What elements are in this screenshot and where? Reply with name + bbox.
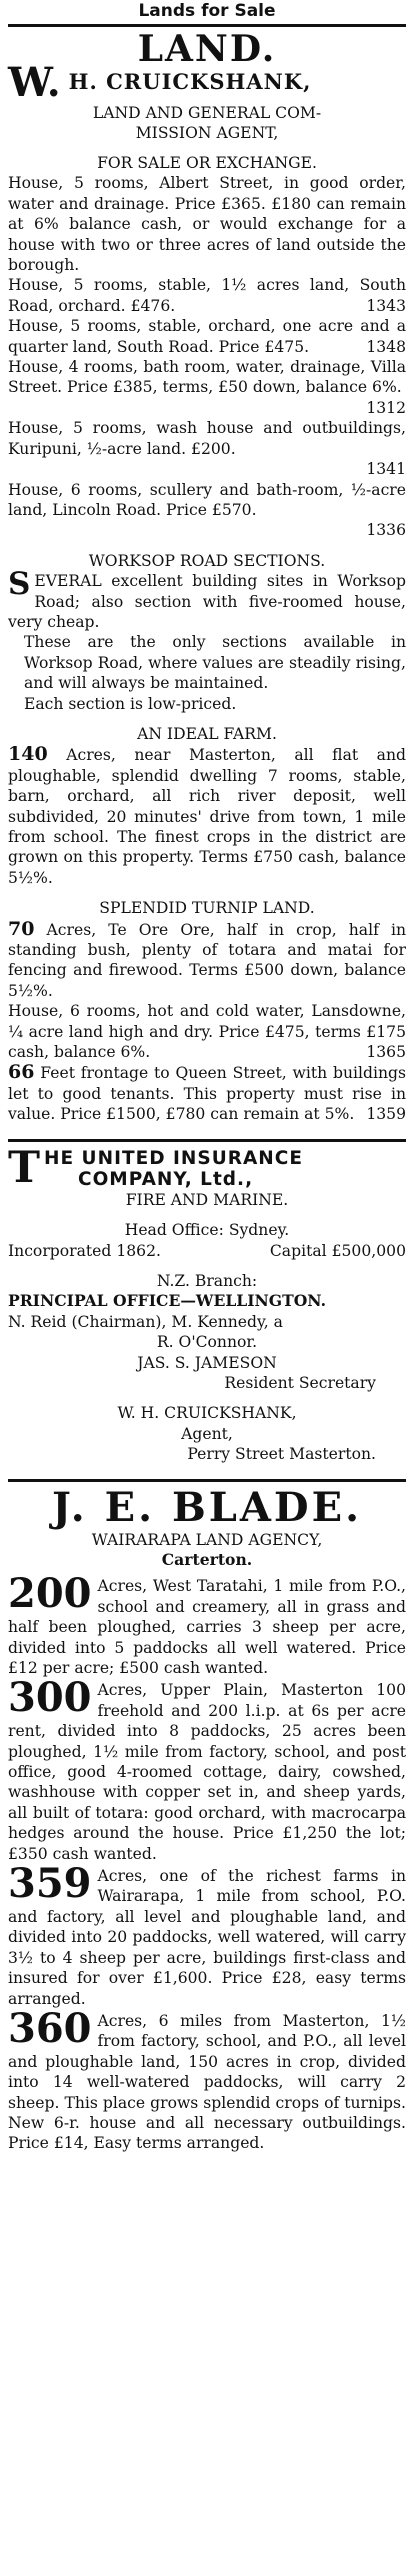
listing-ref: 1343 [366, 296, 406, 315]
turnip-listing [8, 919, 406, 1002]
listing [8, 418, 406, 479]
agent-title: Agent, [181, 1424, 233, 1443]
agency-location: Carterton. [161, 1549, 253, 1569]
blade-ad [0, 1483, 414, 2154]
listing [8, 357, 406, 417]
listing-ref: 1336 [366, 521, 406, 540]
queen-ref: 1359 [366, 1105, 406, 1124]
lansdowne-text: House, 6 rooms, hot and cold water, Lansdowne, ¼ acre land high and dry. Price £475, terms £175 cash, balance 6%. [8, 1002, 406, 1062]
acreage-listing [8, 1576, 406, 1678]
farm-listing [8, 744, 406, 888]
title-line-1: HE UNITED INSURANCE [44, 1147, 303, 1169]
listing-text: House, 5 rooms, stable, orchard, one acre and a quarter land, South Road. Price £475. [8, 317, 406, 356]
queen-feet: 66 [8, 1061, 35, 1084]
acreage-text: Acres, 6 miles from Masterton, 1½ from factory, school, and P.O., all level and ploughable land, 150 acres in crop, divided into 14 well-watered paddocks, will carry 2 sheep. This place grows splendid crops of turnips. New 6-r. house and all necessary outbuildings. Price £14, Easy terms arranged. [8, 2011, 406, 2153]
farm-acres: 140 [8, 743, 48, 766]
head-office: Head Office: Sydney. [124, 1221, 290, 1240]
acreage-number: 200 [8, 1576, 92, 1618]
agent-subtitle-1: LAND AND GENERAL COM- [92, 104, 322, 122]
farm-text: Acres, near Masterton, all flat and ploughable, splendid dwelling 7 rooms, stable, barn, orchard, all rich river deposit, well subdivided, 20 minutes' drive from town, 1 mile from school. The finest crops in the district are grown on this property. Terms £750 cash, balance 5½%. [8, 746, 406, 887]
blade-title: J. E. BLADE. [51, 1483, 363, 1531]
section-heading: Lands for Sale [138, 1, 276, 21]
queen-text: Feet frontage to Queen Street, with buildings let to good tenants. This property must rise in value. Price £1500, £780 can remain at 5%. [8, 1064, 406, 1124]
listing-ref: 1341 [366, 460, 406, 479]
listing [8, 480, 406, 541]
acreage-listing [8, 1680, 406, 1864]
acreage-listing [8, 1866, 406, 2009]
cruickshank-ad [0, 28, 414, 1125]
listing [8, 316, 406, 357]
acreage-text: Acres, one of the richest farms in Wairarapa, 1 mile from school, P.O. and factory, all level and ploughable land, and divided into 20 paddocks, well watered, will carry 3½ to 4 sheep per acre, buildings first-class and insured for over £1,600. Price £28, easy terms arranged. [8, 1867, 406, 2008]
listing-text: House, 4 rooms, bath room, water, drainage, Villa Street. Price £385, terms, £50 down, balance 6%. [8, 358, 406, 397]
divider [8, 1139, 406, 1142]
acreage-number: 360 [8, 2010, 92, 2052]
acreage-number: 300 [8, 1680, 92, 1722]
secretary-name: JAS. S. JAMESON [137, 1353, 277, 1372]
directors-1: N. Reid (Chairman), M. Kennedy, a [8, 1312, 283, 1331]
drop-cap: S [8, 571, 31, 603]
title-line-2: COMPANY, Ltd., [78, 1168, 254, 1190]
listing-text: House, 6 rooms, scullery and bath-room, ½-acre land, Lincoln Road. Price £570. [8, 480, 406, 519]
turnip-text: Acres, Te Ore Ore, half in crop, half in standing bush, plenty of totara and matai for fencing and firewood. Terms £500 down, balance 5½%. [8, 920, 406, 1000]
acreage-text: Acres, Upper Plain, Masterton 100 freehold and 200 l.i.p. at 6s per acre rent, divided into 8 paddocks, 25 acres been ploughed, 1½ mile from factory, school, and post office, good 4-roomed cottage, dairy, cowshed, washhouse with copper set in, and sheep yards, all built of totara: good orchard, with macrocarpa hedges around the house. Price £1,250 the lot; £350 cash wanted. [8, 1681, 406, 1863]
capital: Capital £500,000 [269, 1241, 406, 1260]
listing [8, 275, 406, 316]
worksop-heading: WORKSOP ROAD SECTIONS. [88, 551, 326, 570]
acreage-text: Acres, West Taratahi, 1 mile from P.O., school and creamery, all in grass and half been ploughed, carries 3 sheep per acre, divided into 5 paddocks all well watered. Price £12 per acre; £500 cash wanted. [8, 1577, 406, 1677]
ad-title: LAND. [137, 28, 277, 70]
acreage-listing [8, 2011, 406, 2154]
divider [8, 24, 406, 27]
lansdowne-listing [8, 1001, 406, 1062]
listing-ref: 1312 [366, 398, 406, 417]
directors-2: R. O'Connor. [156, 1333, 258, 1352]
worksop-text-3: Each section is low-priced. [24, 694, 237, 713]
queen-listing [8, 1062, 406, 1124]
turnip-acres: 70 [8, 917, 35, 940]
for-sale-heading: FOR SALE OR EXCHANGE. [97, 154, 317, 172]
title-initial: T [8, 1142, 40, 1193]
turnip-heading: SPLENDID TURNIP LAND. [99, 899, 315, 918]
fire-marine: FIRE AND MARINE. [125, 1190, 289, 1209]
agent-name: W. H. CRUICKSHANK, [117, 1404, 297, 1423]
incorporation-row [8, 1241, 406, 1261]
insurance-title [8, 1142, 406, 1193]
divider [8, 1479, 406, 1482]
principal-office: PRINCIPAL OFFICE—WELLINGTON. [8, 1291, 326, 1311]
agent-initial: W. [8, 59, 61, 106]
agent-header [8, 59, 406, 106]
worksop-text [8, 571, 406, 632]
agency-name: WAIRARAPA LAND AGENCY, [91, 1530, 323, 1549]
farm-heading: AN IDEAL FARM. [137, 724, 277, 743]
listing: House, 5 rooms, Albert Street, in good order, water and drainage. Price £365. £180 can remain at 6% balance cash, or would exchange for a house with two or three acres of land outside the borough. [8, 174, 406, 275]
nz-branch: N.Z. Branch: [156, 1271, 258, 1290]
worksop-description: EVERAL excellent building sites in Worksop Road; also section with five-roomed house, very cheap. [8, 572, 406, 631]
agent-name: H. CRUICKSHANK, [68, 69, 312, 94]
worksop-text-2: These are the only sections available in Worksop Road, where values are steadily rising, and will always be maintained. [24, 633, 406, 693]
listing-text: House, 5 rooms, wash house and outbuildings, Kuripuni, ½-acre land. £200. [8, 419, 406, 458]
acreage-number: 359 [8, 1866, 92, 1908]
lansdowne-ref: 1365 [366, 1043, 406, 1062]
listing-text: House, 5 rooms, stable, 1½ acres land, South Road, orchard. £476. [8, 276, 406, 315]
agent-subtitle-2: MISSION AGENT, [135, 124, 279, 142]
agent-address: Perry Street Masterton. [187, 1445, 376, 1464]
insurance-ad [0, 1142, 414, 1465]
listing-ref: 1348 [366, 337, 406, 356]
secretary-title: Resident Secretary [224, 1373, 376, 1392]
incorporated: Incorporated 1862. [8, 1241, 161, 1260]
